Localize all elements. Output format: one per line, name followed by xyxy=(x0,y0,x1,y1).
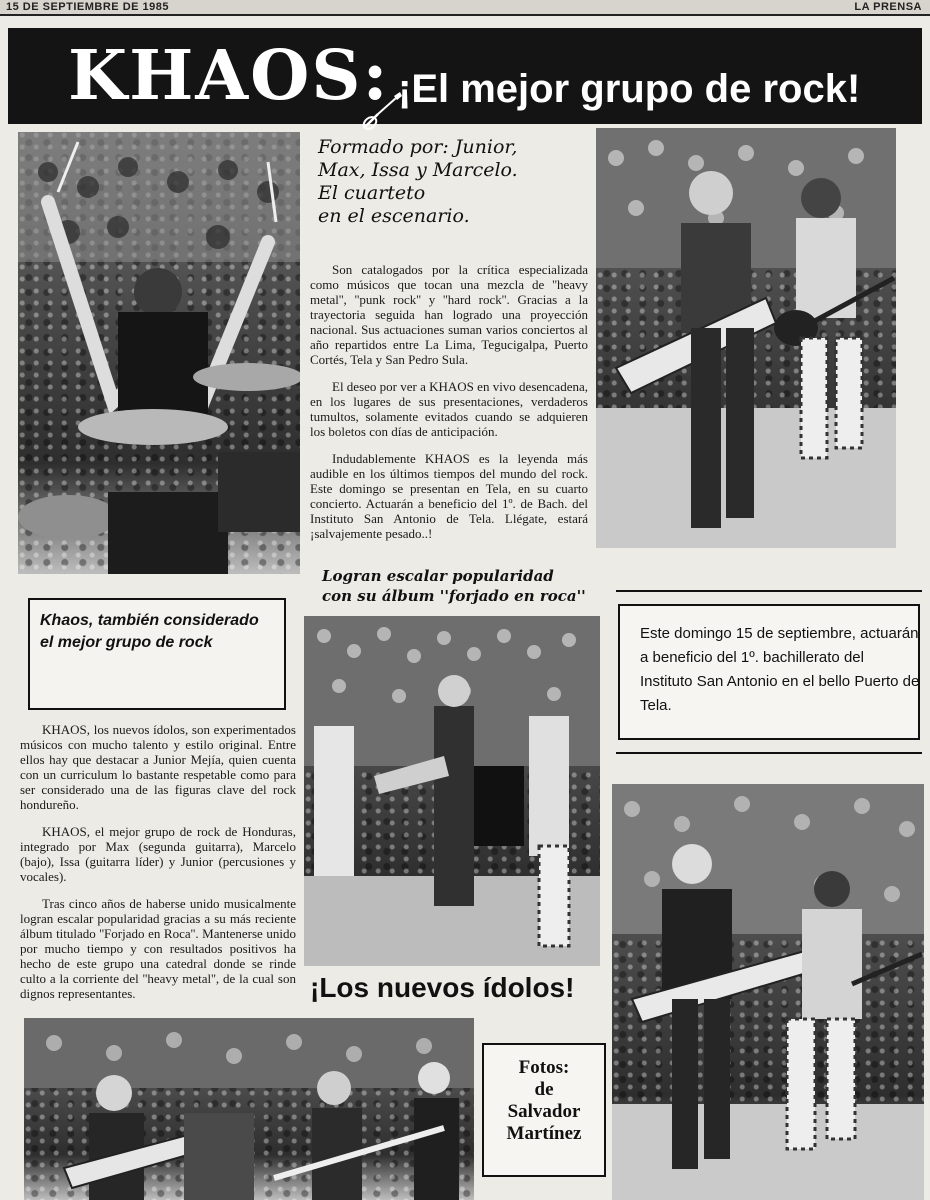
side-box-title xyxy=(40,610,259,654)
left-paragraph: KHAOS, los nuevos ídolos, son experimentados músicos con mucho talento y estilo original. Entre ellos hay que destacar a Junior Mejía, quien cuenta con un curriculum lo bastante respetable como para ser considerado una de las figuras clave del rock hondureño. xyxy=(20,722,296,812)
photo-guitarists-bottom-right xyxy=(612,784,924,1200)
intro-paragraph: Indudablemente KHAOS es la leyenda más audible en los últimos tiempos del mundo del rock. Este domingo se presentan en Tela, en su cuarto concierto. Actuarán a beneficio del 1º. de Bach. del Instituto San Antonio de Tela. Llégate, estará ¡salvajemente pesado..! xyxy=(310,451,588,541)
photo-band-bottom-left xyxy=(24,1018,474,1200)
photo-credit xyxy=(482,1043,606,1177)
date-strip xyxy=(0,0,930,16)
album-caption-line: Logran escalar popularidad xyxy=(322,567,554,585)
banner-subtitle: ¡El mejor grupo de rock! xyxy=(398,67,861,111)
left-paragraph: Tras cinco años de haberse unido musicalmente logran escalar popularidad gracias a su más reciente álbum titulado ''Forjado en Roca''. Mantenerse unido por mucho tiempo y con resultados positivos ha hecho de este grupo una catedral donde se rinde culto a la corriente del ''heavy metal'', de la cual son dignos representantes. xyxy=(20,896,296,1001)
notice-bottom-rule xyxy=(616,752,922,754)
side-box-title-line: Khaos, también considerado xyxy=(40,612,259,629)
intro-body xyxy=(310,262,588,553)
photo-guitarists-top xyxy=(596,128,896,548)
left-paragraph: KHAOS, el mejor grupo de rock de Honduras, integrado por Max (segunda guitarra), Marcelo (bajo), Issa (guitarra líder) y Junior (percusiones y vocales). xyxy=(20,824,296,884)
banner-title: KHAOS: xyxy=(68,36,390,116)
date-text: 15 DE SEPTIEMBRE DE 1985 xyxy=(6,1,170,13)
album-caption-line: con su álbum ''forjado en roca'' xyxy=(322,587,586,605)
credit-line: de xyxy=(534,1079,554,1100)
left-column-body xyxy=(20,722,296,1013)
credit-line: Salvador xyxy=(507,1101,581,1122)
notice-top-rule xyxy=(616,590,922,592)
intro-paragraph: Son catalogados por la crítica especializada como músicos que tocan una mezcla de ''heavy metal'', ''punk rock'' y ''hard rock''. Gracias a la trayectoria seguida han logrado una proyección nacional. Sus actuaciones suman varios conciertos al año repartidos entre La Lima, Tegucigalpa, Puerto Cortés, Tela y San Pedro Sula. xyxy=(310,262,588,367)
headline-banner xyxy=(8,28,922,124)
intro-heading xyxy=(318,136,578,228)
notice-text: Este domingo 15 de septiembre, actuarán a beneficio del 1º. bachillerato del Instituto San Antonio en el bello Puerto de Tela. xyxy=(640,625,920,714)
idolos-heading: ¡Los nuevos ídolos! xyxy=(310,972,575,1003)
intro-heading-line: El cuarteto xyxy=(318,182,426,204)
intro-paragraph: El deseo por ver a KHAOS en vivo desencadena, en los lugares de sus presentaciones, verdaderos tumultos, solamente evitados cuando se adquieren los boletos con días de anticipación. xyxy=(310,379,588,439)
intro-heading-line: en el escenario. xyxy=(318,205,470,227)
photo-drummer xyxy=(18,132,300,574)
photo-band-center xyxy=(304,616,600,966)
album-caption xyxy=(322,566,602,606)
intro-heading-line: Max, Issa y Marcelo. xyxy=(318,159,518,181)
intro-heading-line: Formado por: Junior, xyxy=(318,136,518,158)
side-box xyxy=(28,598,286,710)
credit-line: Martínez xyxy=(506,1123,582,1144)
credit-line: Fotos: xyxy=(518,1057,570,1078)
side-box-title-line: el mejor grupo de rock xyxy=(40,634,213,651)
paper-name: LA PRENSA xyxy=(854,1,922,13)
